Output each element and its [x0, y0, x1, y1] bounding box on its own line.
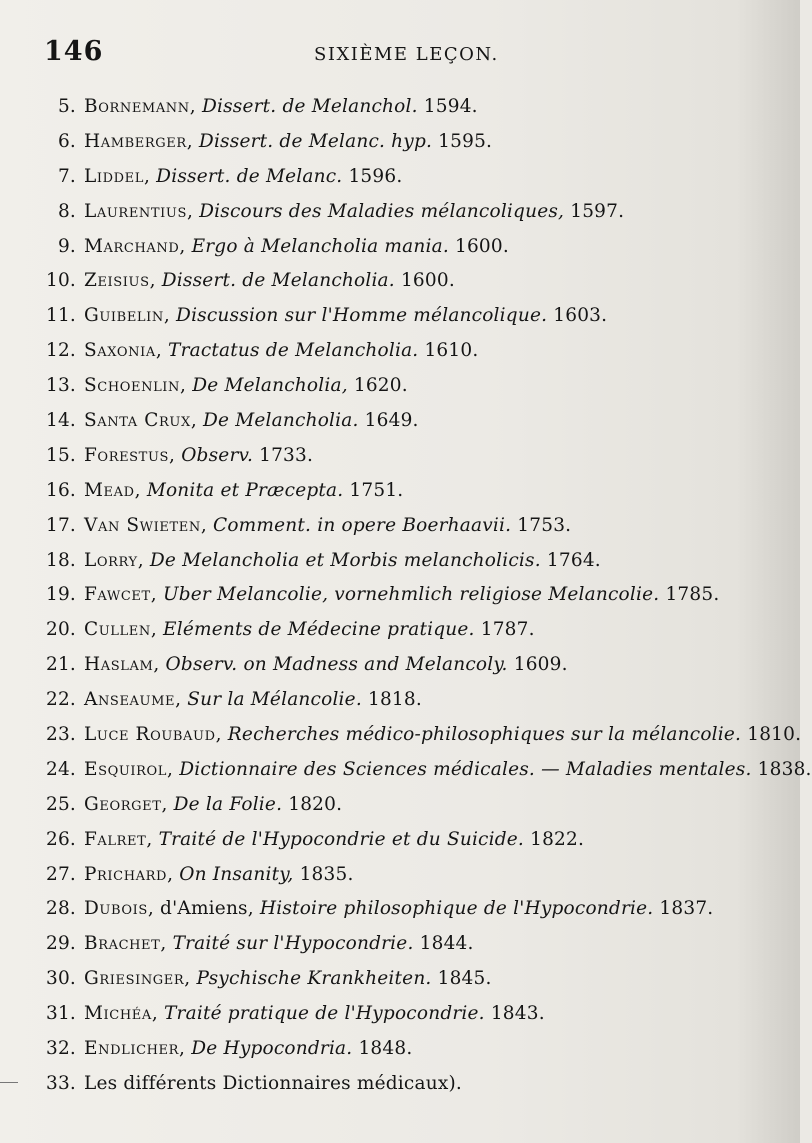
entry-separator: , [186, 130, 199, 152]
entry-year: 1609. [507, 654, 568, 676]
entry-author: Falret [84, 828, 147, 850]
entry-author: Fawcet [84, 584, 151, 606]
entry-title: Observ. on Madness and Melancoly. [165, 654, 508, 676]
entry-number: 15. [45, 444, 76, 466]
entry-author: Schoenlin [84, 375, 181, 397]
bibliography-entry [44, 230, 764, 265]
entry-author: Hamberger [84, 130, 187, 152]
entry-year: 1600. [448, 235, 509, 257]
entry-year: 1751. [343, 479, 404, 501]
entry-author: Laurentius [84, 200, 187, 222]
entry-year: 1733. [253, 444, 314, 466]
entry-number: 8. [57, 200, 76, 222]
entry-year: 1610. [418, 340, 479, 362]
entry-separator: , [169, 444, 182, 466]
entry-number: 23. [45, 724, 76, 746]
entry-number: 19. [45, 584, 76, 606]
entry-number: 20. [45, 619, 76, 641]
entry-separator: Les différents Dictionnaires médicaux). [84, 1072, 462, 1094]
entry-separator: , [184, 968, 197, 990]
entry-year: 1822. [524, 828, 585, 850]
bibliography-entry [44, 648, 764, 683]
entry-title: Ergo à Melancholia mania. [191, 235, 449, 257]
entry-number: 31. [45, 1003, 76, 1025]
entry-number: 9. [57, 235, 76, 257]
entry-year: 1818. [361, 689, 422, 711]
entry-title: De la Folie. [173, 793, 283, 815]
entry-author: Lorry [84, 549, 138, 571]
entry-title: Dissert. de Melanc. hyp. [198, 130, 433, 152]
entry-author: Prichard [84, 863, 168, 885]
entry-year: 1844. [413, 933, 474, 955]
entry-number: 10. [45, 270, 76, 292]
entry-title: Eléments de Médecine pratique. [163, 619, 475, 641]
entry-separator: , [175, 689, 188, 711]
entry-number: 24. [45, 758, 76, 780]
entry-year: 1753. [511, 514, 572, 536]
entry-title: Sur la Mélancolie. [187, 689, 362, 711]
bibliography-entry [44, 718, 802, 753]
entry-title: De Melancholia. [203, 410, 359, 432]
entry-separator: , [163, 305, 177, 327]
entry-title: Uber Melancolie, vornehmlich religiose Melancolie. [162, 584, 660, 606]
bibliography-entry [44, 125, 764, 160]
entry-year: 1835. [293, 863, 354, 885]
entry-separator: , [160, 933, 173, 955]
entry-number: 22. [45, 689, 76, 711]
margin-mark [0, 1082, 18, 1083]
entry-year: 1597. [564, 200, 625, 222]
entry-separator: , [134, 479, 147, 501]
entry-number: 6. [57, 130, 76, 152]
entry-number: 13. [45, 375, 76, 397]
entry-title: Discours des Maladies mélancoliques, [199, 200, 565, 222]
entry-separator: , [190, 410, 203, 432]
page-number: 146 [44, 36, 104, 67]
entry-number: 11. [45, 305, 76, 327]
bibliography-entry [44, 264, 764, 299]
entry-separator: , [180, 375, 193, 397]
entry-year: 1600. [394, 270, 455, 292]
entry-number: 28. [45, 898, 76, 920]
page-header [44, 36, 744, 72]
bibliography-entry [44, 439, 764, 474]
entry-number: 29. [45, 933, 76, 955]
entry-title: Traité de l'Hypocondrie et du Suicide. [158, 828, 525, 850]
entry-author: Brachet [84, 933, 161, 955]
entry-title: De Melancholia, [192, 375, 348, 397]
entry-year: 1848. [352, 1038, 413, 1060]
entry-year: 1820. [282, 793, 343, 815]
entry-year: 1837. [653, 898, 714, 920]
entry-author: Georget [84, 793, 162, 815]
entry-title: Discussion sur l'Homme mélancolique. [176, 305, 548, 327]
entry-title: De Melancholia et Morbis melancholicis. [149, 549, 541, 571]
bibliography-entry [44, 544, 764, 579]
bibliography-entry [44, 160, 764, 195]
entry-title: Tractatus de Melancholia. [168, 340, 419, 362]
entry-title: Traité sur l'Hypocondrie. [172, 933, 414, 955]
entry-year: 1596. [342, 165, 403, 187]
entry-author: Anseaume [84, 689, 176, 711]
entry-separator: , [150, 619, 164, 641]
entry-number: 5. [57, 96, 76, 117]
bibliography-entry [44, 195, 764, 230]
entry-title: Dissert. de Melancholia. [161, 270, 395, 292]
entry-year: 1594. [417, 96, 478, 117]
bibliography-entry [44, 788, 764, 823]
bibliography-entry [44, 578, 764, 613]
bibliography-entry [44, 474, 764, 509]
entry-author: Van Swieten [84, 514, 201, 536]
entry-author: Zeisius [84, 270, 150, 292]
entry-author: Guibelin [84, 305, 164, 327]
entry-title: Dissert. de Melanc. [156, 165, 343, 187]
bibliography-entry [44, 509, 764, 544]
entry-number: 32. [45, 1038, 76, 1060]
entry-number: 21. [45, 654, 76, 676]
bibliography-entry [44, 613, 764, 648]
bibliography-list [44, 90, 812, 1102]
entry-year: 1810. [741, 724, 802, 746]
entry-separator: , [161, 793, 174, 815]
bibliography-entry [44, 753, 812, 788]
entry-title: On Insanity, [179, 863, 294, 885]
entry-separator: , [153, 654, 166, 676]
entry-author: Luce Roubaud [84, 724, 216, 746]
entry-separator: , [167, 863, 180, 885]
entry-separator: , [155, 340, 169, 362]
entry-author: Liddel [84, 165, 144, 187]
entry-number: 33. [45, 1072, 76, 1094]
entry-author: Mead [84, 479, 135, 501]
entry-year: 1649. [358, 410, 419, 432]
entry-title: Dissert. de Melanchol. [201, 96, 418, 117]
entry-title: Dictionnaire des Sciences médicales. — Maladies mentales. [179, 758, 752, 780]
entry-separator: , [200, 514, 213, 536]
entry-number: 7. [57, 165, 76, 187]
entry-title: Observ. [181, 444, 254, 466]
bibliography-entry [44, 823, 764, 858]
entry-author: Cullen [84, 619, 151, 641]
entry-title: De Hypocondria. [191, 1038, 353, 1060]
entry-separator: , [186, 200, 200, 222]
entry-year: 1595. [432, 130, 493, 152]
entry-number: 14. [45, 410, 76, 432]
entry-number: 17. [45, 514, 76, 536]
entry-author: Saxonia [84, 340, 156, 362]
entry-title: Comment. in opere Boerhaavii. [212, 514, 512, 536]
entry-separator: , [179, 235, 192, 257]
bibliography-entry [44, 404, 764, 439]
bibliography-entry [44, 1067, 764, 1102]
entry-title: Monita et Præcepta. [146, 479, 344, 501]
bibliography-entry [44, 997, 764, 1032]
entry-author: Marchand [84, 235, 180, 257]
entry-number: 30. [45, 968, 76, 990]
entry-separator: , [215, 724, 228, 746]
entry-year: 1764. [540, 549, 601, 571]
bibliography-entry [44, 962, 764, 997]
bibliography-entry [44, 369, 764, 404]
entry-year: 1843. [484, 1003, 545, 1025]
entry-year: 1838. [751, 758, 812, 780]
entry-number: 18. [45, 549, 76, 571]
entry-year: 1787. [474, 619, 535, 641]
entry-author: Griesinger [84, 968, 185, 990]
entry-title: Psychische Krankheiten. [196, 968, 432, 990]
entry-separator: , d'Amiens, [147, 898, 260, 920]
entry-separator: , [151, 1003, 165, 1025]
bibliography-entry [44, 299, 764, 334]
bibliography-entry [44, 683, 764, 718]
entry-separator: , [144, 165, 157, 187]
entry-author: Santa Crux [84, 410, 191, 432]
entry-title: Recherches médico-philosophiques sur la mélancolie. [227, 724, 742, 746]
running-title: SIXIÈME LEÇON. [314, 44, 499, 65]
entry-separator: , [146, 828, 159, 850]
entry-author: Endlicher [84, 1038, 180, 1060]
entry-number: 26. [45, 828, 76, 850]
entry-author: Esquirol [84, 758, 168, 780]
entry-separator: , [149, 270, 162, 292]
entry-separator: , [167, 758, 180, 780]
entry-author: Haslam [84, 654, 154, 676]
entry-year: 1603. [547, 305, 608, 327]
bibliography-entry [44, 927, 764, 962]
entry-author: Michéa [84, 1003, 152, 1025]
entry-year: 1620. [347, 375, 408, 397]
bibliography-entry [44, 892, 764, 927]
entry-number: 16. [45, 479, 76, 501]
entry-year: 1845. [431, 968, 492, 990]
entry-number: 27. [45, 863, 76, 885]
bibliography-entry [44, 1032, 764, 1067]
entry-number: 25. [45, 793, 76, 815]
entry-separator: , [137, 549, 150, 571]
bibliography-entry [44, 90, 764, 125]
entry-author: Forestus [84, 444, 170, 466]
bibliography-entry [44, 858, 764, 893]
entry-separator: , [189, 96, 202, 117]
entry-author: Bornemann [84, 96, 190, 117]
entry-author: Dubois [84, 898, 148, 920]
bibliography-entry [44, 334, 764, 369]
entry-number: 12. [45, 340, 76, 362]
entry-title: Histoire philosophique de l'Hypocondrie. [259, 898, 654, 920]
entry-separator: , [150, 584, 163, 606]
entry-year: 1785. [659, 584, 720, 606]
entry-title: Traité pratique de l'Hypocondrie. [164, 1003, 485, 1025]
entry-separator: , [179, 1038, 192, 1060]
